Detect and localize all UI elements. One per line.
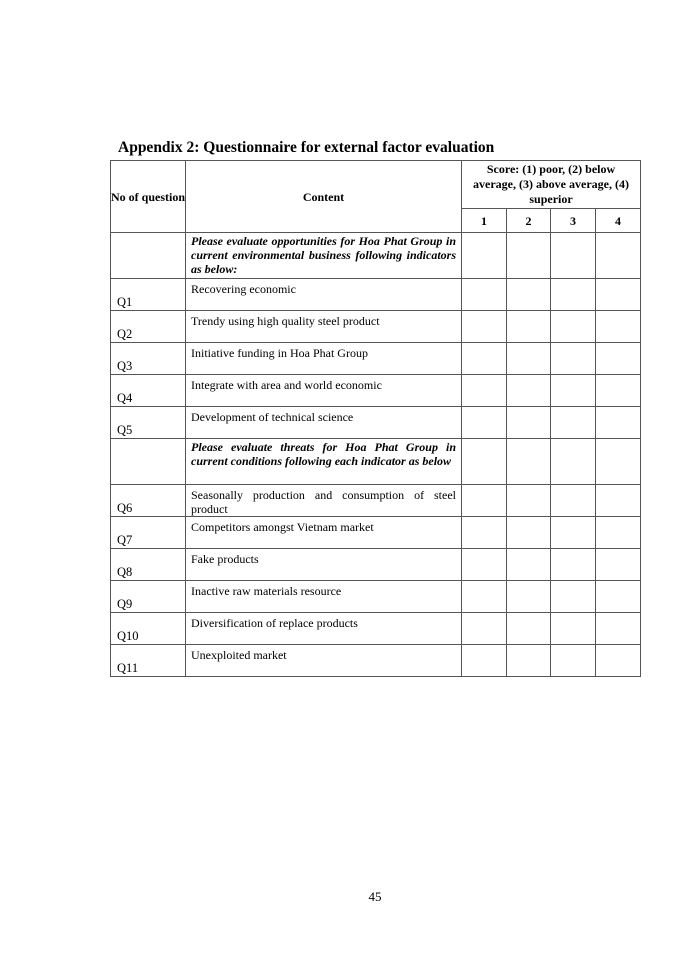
question-number: Q1 <box>111 279 186 311</box>
question-content: Unexploited market <box>186 645 462 677</box>
score-cell[interactable] <box>462 517 507 549</box>
table-row <box>111 343 641 375</box>
score-cell[interactable] <box>551 279 596 311</box>
question-number: Q7 <box>111 517 186 549</box>
header-score: Score: (1) poor, (2) below average, (3) above average, (4) superior <box>462 161 641 209</box>
score-cell[interactable] <box>462 233 507 279</box>
question-content: Fake products <box>186 549 462 581</box>
section-threats-row <box>111 439 641 485</box>
section-threats: Please evaluate threats for Hoa Phat Group in current conditions following each indicator as below <box>186 439 462 485</box>
table-row <box>111 279 641 311</box>
score-cell[interactable] <box>596 613 641 645</box>
score-cell[interactable] <box>507 233 551 279</box>
score-cell[interactable] <box>551 645 596 677</box>
table-row <box>111 581 641 613</box>
score-cell[interactable] <box>551 407 596 439</box>
question-content: Inactive raw materials resource <box>186 581 462 613</box>
score-cell[interactable] <box>551 581 596 613</box>
header-content: Content <box>186 161 462 233</box>
question-content: Recovering economic <box>186 279 462 311</box>
header-score-3: 3 <box>551 209 596 233</box>
header-score-2: 2 <box>507 209 551 233</box>
score-cell[interactable] <box>596 439 641 485</box>
question-content: Initiative funding in Hoa Phat Group <box>186 343 462 375</box>
score-cell[interactable] <box>596 645 641 677</box>
table-row <box>111 375 641 407</box>
question-content: Diversification of replace products <box>186 613 462 645</box>
score-cell[interactable] <box>596 233 641 279</box>
score-cell[interactable] <box>462 407 507 439</box>
score-cell[interactable] <box>551 439 596 485</box>
score-cell[interactable] <box>462 645 507 677</box>
question-content: Integrate with area and world economic <box>186 375 462 407</box>
section-opportunities-row <box>111 233 641 279</box>
score-cell[interactable] <box>462 279 507 311</box>
score-cell[interactable] <box>596 581 641 613</box>
question-content: Development of technical science <box>186 407 462 439</box>
score-cell[interactable] <box>551 233 596 279</box>
score-cell[interactable] <box>551 485 596 517</box>
score-cell[interactable] <box>462 439 507 485</box>
question-number: Q6 <box>111 485 186 517</box>
score-cell[interactable] <box>462 375 507 407</box>
score-cell[interactable] <box>462 485 507 517</box>
score-cell[interactable] <box>462 549 507 581</box>
question-content: Trendy using high quality steel product <box>186 311 462 343</box>
header-score-4: 4 <box>596 209 641 233</box>
score-cell[interactable] <box>507 311 551 343</box>
question-number: Q3 <box>111 343 186 375</box>
table-row <box>111 613 641 645</box>
score-cell[interactable] <box>507 485 551 517</box>
page-number: 45 <box>368 889 382 904</box>
score-cell[interactable] <box>507 581 551 613</box>
question-number: Q5 <box>111 407 186 439</box>
question-content: Seasonally production and consumption of steel product <box>186 485 462 517</box>
score-cell[interactable] <box>507 279 551 311</box>
score-cell[interactable] <box>507 343 551 375</box>
table-row <box>111 311 641 343</box>
score-cell[interactable] <box>507 407 551 439</box>
score-cell[interactable] <box>596 279 641 311</box>
score-cell[interactable] <box>596 485 641 517</box>
score-cell[interactable] <box>596 375 641 407</box>
table-row <box>111 407 641 439</box>
score-cell[interactable] <box>507 517 551 549</box>
score-cell[interactable] <box>551 311 596 343</box>
question-number: Q4 <box>111 375 186 407</box>
score-cell[interactable] <box>507 645 551 677</box>
table-row <box>111 645 641 677</box>
questionnaire-table <box>110 160 641 677</box>
question-number: Q2 <box>111 311 186 343</box>
score-cell[interactable] <box>507 439 551 485</box>
score-cell[interactable] <box>551 613 596 645</box>
table-row <box>111 485 641 517</box>
question-number: Q8 <box>111 549 186 581</box>
score-cell[interactable] <box>462 343 507 375</box>
appendix-title: Appendix 2: Questionnaire for external factor evaluation <box>118 139 495 156</box>
header-score-1: 1 <box>462 209 507 233</box>
score-cell[interactable] <box>462 581 507 613</box>
question-number: Q9 <box>111 581 186 613</box>
score-cell[interactable] <box>596 549 641 581</box>
question-number: Q10 <box>111 613 186 645</box>
question-content: Competitors amongst Vietnam market <box>186 517 462 549</box>
question-number: Q11 <box>111 645 186 677</box>
score-cell[interactable] <box>596 517 641 549</box>
score-cell[interactable] <box>596 407 641 439</box>
score-cell[interactable] <box>462 311 507 343</box>
table-row <box>111 549 641 581</box>
score-cell[interactable] <box>551 343 596 375</box>
score-cell[interactable] <box>551 375 596 407</box>
score-cell[interactable] <box>551 549 596 581</box>
score-cell[interactable] <box>596 343 641 375</box>
score-cell[interactable] <box>462 613 507 645</box>
score-cell[interactable] <box>551 517 596 549</box>
score-cell[interactable] <box>596 311 641 343</box>
section-opportunities: Please evaluate opportunities for Hoa Phat Group in current environmental business following indicators as below: <box>186 233 462 279</box>
score-cell[interactable] <box>507 549 551 581</box>
score-cell[interactable] <box>507 613 551 645</box>
table-row <box>111 517 641 549</box>
header-question-number: No of question <box>111 161 186 233</box>
score-cell[interactable] <box>507 375 551 407</box>
